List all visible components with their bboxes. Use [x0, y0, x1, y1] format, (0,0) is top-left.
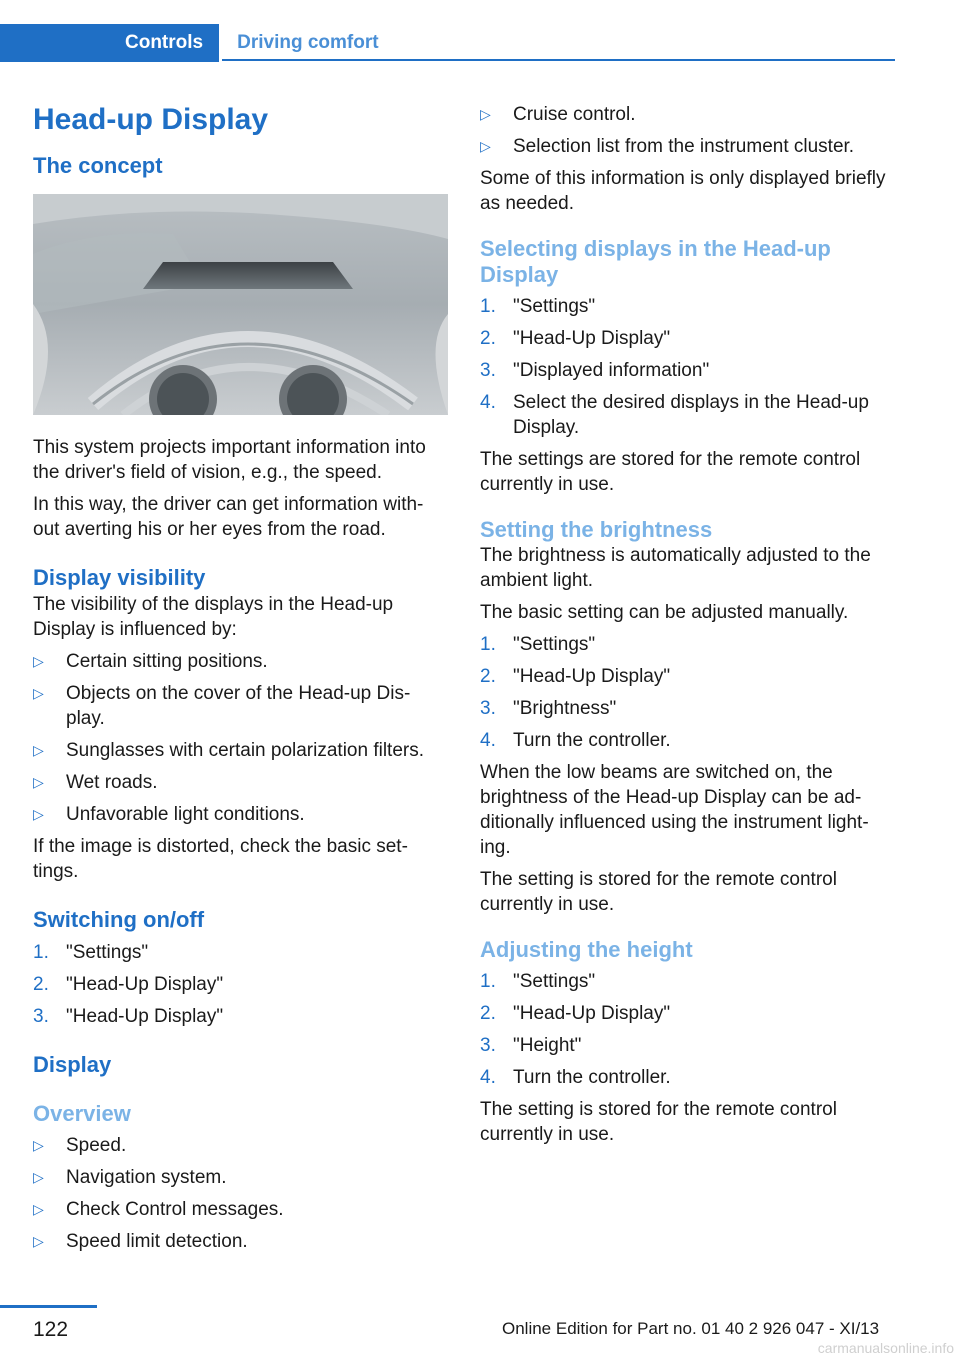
overview-list-continued — [480, 102, 895, 159]
list-item: 2. "Head-Up Display" — [33, 974, 224, 995]
overview-heading: Overview — [33, 1101, 131, 1126]
header-rule — [222, 59, 895, 61]
list-item: ▷ Objects on the cover of the Head-up Dis-play. — [33, 683, 411, 729]
list-item: ▷ Unfavorable light conditions. — [33, 804, 305, 825]
concept-heading: The concept — [33, 153, 163, 178]
brightness-paragraph-3: When the low beams are switched on, the brightness of the Head-up Display can be ad-ditionally influenced using the instrument light-ing. — [480, 762, 869, 858]
list-item: 1. "Settings" — [480, 971, 596, 992]
left-column — [33, 100, 448, 1261]
list-item: 2. "Head-Up Display" — [480, 666, 671, 687]
list-item: 3. "Brightness" — [480, 698, 617, 719]
list-item: ▷ Sunglasses with certain polarization filters. — [33, 740, 425, 761]
tab-driving-comfort[interactable]: Driving comfort — [237, 32, 379, 53]
triangle-bullet-icon: ▷ — [33, 1169, 44, 1185]
visibility-list — [33, 649, 448, 827]
list-item: ▷ Speed limit detection. — [33, 1231, 248, 1252]
triangle-bullet-icon: ▷ — [33, 1233, 44, 1249]
list-item: ▷ Navigation system. — [33, 1167, 227, 1188]
brightness-paragraph-1: The brightness is automatically adjusted to the ambient light. — [480, 545, 871, 591]
overview-note: Some of this information is only displayed briefly as needed. — [480, 168, 886, 214]
list-item: 3. "Head-Up Display" — [33, 1006, 224, 1027]
list-item: ▷ Cruise control. — [480, 104, 636, 125]
list-item: 2. "Head-Up Display" — [480, 328, 671, 349]
tab-controls[interactable]: Controls — [0, 24, 219, 62]
overview-list — [33, 1133, 448, 1254]
height-heading: Adjusting the height — [480, 937, 693, 962]
list-item: ▷ Selection list from the instrument cluster. — [480, 136, 855, 157]
list-item: 2. "Head-Up Display" — [480, 1003, 671, 1024]
list-item: 1. "Settings" — [480, 634, 596, 655]
switch-heading: Switching on/off — [33, 907, 205, 932]
list-item: 1. "Settings" — [33, 942, 149, 963]
chapter-tabs — [0, 24, 895, 62]
right-column — [480, 102, 895, 1154]
page-number: 122 — [33, 1318, 69, 1341]
height-steps — [480, 969, 895, 1090]
list-item: 4. Select the desired displays in the Head-up Display. — [480, 392, 869, 438]
list-item: 4. Turn the controller. — [480, 730, 671, 751]
concept-paragraph-1: This system projects important information into the driver's field of vision, e.g., the speed. — [33, 437, 426, 483]
triangle-bullet-icon: ▷ — [33, 653, 44, 669]
triangle-bullet-icon: ▷ — [480, 138, 491, 154]
head-up-display-photo — [33, 194, 448, 415]
triangle-bullet-icon: ▷ — [480, 106, 491, 122]
list-item: ▷ Check Control messages. — [33, 1199, 284, 1220]
triangle-bullet-icon: ▷ — [33, 742, 44, 758]
triangle-bullet-icon: ▷ — [33, 774, 44, 790]
visibility-intro: The visibility of the displays in the Head-up Display is influenced by: — [33, 594, 394, 640]
list-item: ▷ Certain sitting positions. — [33, 651, 268, 672]
brightness-steps — [480, 632, 895, 753]
brightness-heading: Setting the brightness — [480, 517, 713, 542]
triangle-bullet-icon: ▷ — [33, 1137, 44, 1153]
list-item: 3. "Height" — [480, 1035, 582, 1056]
page-title: Head-up Display — [33, 103, 269, 136]
visibility-note: If the image is distorted, check the basic set-tings. — [33, 836, 408, 882]
select-note: The settings are stored for the remote control currently in use. — [480, 449, 861, 495]
brightness-note: The setting is stored for the remote control currently in use. — [480, 869, 837, 915]
page-number-rule — [0, 1305, 97, 1308]
switch-steps — [33, 940, 448, 1029]
concept-paragraph-2: In this way, the driver can get information with-out averting his or her eyes from the road. — [33, 494, 424, 540]
brightness-paragraph-2: The basic setting can be adjusted manually. — [480, 602, 849, 623]
triangle-bullet-icon: ▷ — [33, 1201, 44, 1217]
list-item: 3. "Displayed information" — [480, 360, 710, 381]
list-item: ▷ Speed. — [33, 1135, 127, 1156]
list-item: ▷ Wet roads. — [33, 772, 158, 793]
triangle-bullet-icon: ▷ — [33, 806, 44, 822]
triangle-bullet-icon: ▷ — [33, 685, 44, 701]
display-heading: Display — [33, 1052, 112, 1077]
edition-note: Online Edition for Part no. 01 40 2 926 047 - XI/13 — [502, 1319, 880, 1338]
select-steps — [480, 294, 895, 440]
list-item: 1. "Settings" — [480, 296, 596, 317]
select-heading: Selecting displays in the Head-up Display — [480, 236, 831, 287]
watermark: carmanualsonline.info — [817, 1340, 954, 1356]
visibility-heading: Display visibility — [33, 565, 206, 590]
list-item: 4. Turn the controller. — [480, 1067, 671, 1088]
height-note: The setting is stored for the remote control currently in use. — [480, 1099, 837, 1145]
